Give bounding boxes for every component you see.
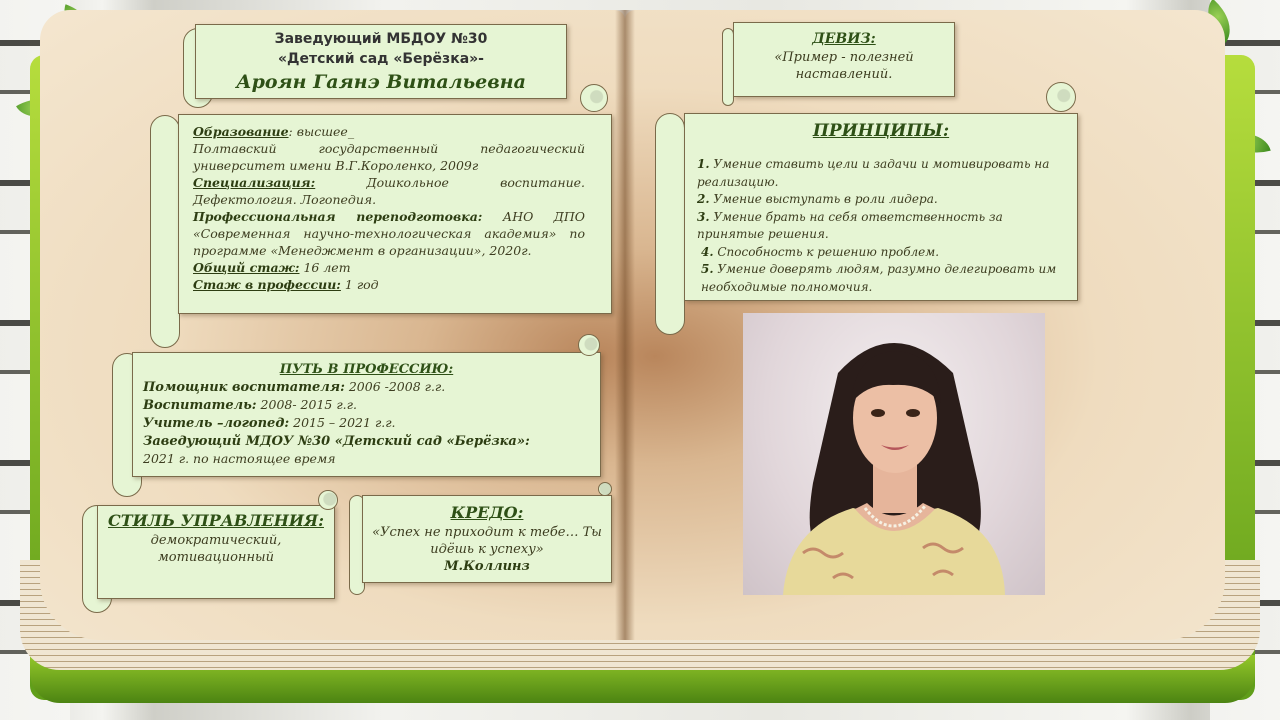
- principles-title: ПРИНЦИПЫ:: [812, 121, 950, 141]
- portrait-illustration: [743, 313, 1045, 595]
- principle-number: 5.: [701, 262, 714, 276]
- principle-item: [697, 209, 1065, 244]
- total-experience-value: 16 лет: [299, 260, 351, 275]
- career-role: Заведующий МДОУ №30 «Детский сад «Берёзка»:: [143, 434, 530, 449]
- principles-card: [684, 113, 1078, 301]
- career-years: 2015 – 2021 г.г.: [289, 415, 396, 430]
- credo-title: КРЕДО:: [450, 503, 524, 522]
- retraining-label: Профессиональная переподготовка:: [193, 209, 483, 224]
- principle-item: [697, 191, 1065, 209]
- motto-card: [733, 22, 955, 97]
- career-row: [143, 432, 590, 450]
- scroll-roll: [655, 113, 685, 335]
- scroll-curl: [580, 84, 608, 112]
- kindergarten-name: «Детский сад «Берёзка»-: [277, 51, 484, 67]
- career-path-title: ПУТЬ В ПРОФЕССИЮ:: [279, 362, 454, 377]
- scroll-curl: [1046, 82, 1076, 112]
- education-card: [178, 114, 612, 314]
- total-experience-label: Общий стаж:: [193, 260, 300, 275]
- principle-number: 2.: [697, 192, 710, 206]
- position-title: Заведующий МБДОУ №30: [274, 31, 488, 47]
- management-style-card: [97, 505, 335, 599]
- principle-item: [697, 244, 1065, 262]
- principle-text: Умение выступать в роли лидера.: [709, 192, 938, 206]
- principle-number: 3.: [697, 209, 710, 224]
- specialization-label: Специализация:: [193, 175, 316, 190]
- career-row: [143, 378, 590, 396]
- principle-item: [697, 261, 1065, 296]
- professional-experience-label: Стаж в профессии:: [193, 277, 341, 292]
- principle-number: 1.: [697, 157, 710, 171]
- career-years: 2008- 2015 г.г.: [256, 397, 357, 412]
- motto-title: ДЕВИЗ:: [812, 31, 876, 47]
- principle-number: 4.: [701, 244, 714, 259]
- credo-author: М.Коллинз: [444, 559, 530, 574]
- principle-text: Умение брать на себя ответственность за принятые решения.: [697, 209, 1003, 241]
- career-years: 2006 -2008 г.г.: [344, 379, 446, 394]
- management-style-title: СТИЛЬ УПРАВЛЕНИЯ:: [108, 511, 324, 530]
- specialization-value: Дошкольное воспитание. Дефектология. Логопедия.: [193, 175, 585, 207]
- career-row: [143, 414, 590, 432]
- principle-item: [697, 156, 1065, 191]
- career-row: [143, 396, 590, 414]
- portrait-photo: [743, 313, 1045, 595]
- credo-quote: «Успех не приходит к тебе… Ты идёшь к успеху»: [372, 525, 602, 557]
- header-card: [195, 24, 567, 99]
- motto-value: «Пример - полезней наставлений.: [774, 50, 914, 82]
- scroll-curl: [318, 490, 338, 510]
- scroll-curl: [598, 482, 612, 496]
- retraining-value: АНО ДПО «Современная научно-технологическая академия» по программе «Менеджмент в организации», 2020г.: [193, 209, 585, 258]
- book-spine: [615, 10, 635, 640]
- career-path-card: [132, 352, 601, 477]
- career-years: 2021 г. по настоящее время: [143, 451, 336, 466]
- scroll-curl: [578, 334, 600, 356]
- career-role: Помощник воспитателя:: [143, 380, 345, 395]
- credo-card: [362, 495, 612, 583]
- principle-text: Умение доверять людям, разумно делегировать им необходимые полномочия.: [701, 262, 1057, 294]
- career-role: Учитель –логопед:: [143, 416, 290, 431]
- university: Полтавский государственный педагогический университет имени В.Г.Короленко, 2009г: [193, 141, 585, 173]
- career-role: Воспитатель:: [143, 398, 257, 413]
- professional-experience-value: 1 год: [340, 277, 379, 292]
- person-name: Ароян Гаянэ Витальевна: [236, 71, 526, 93]
- education-text: [193, 123, 585, 293]
- scroll-roll: [150, 115, 180, 348]
- education-value: : высшее_: [288, 124, 355, 139]
- principle-text: Способность к решению проблем.: [713, 244, 940, 259]
- management-style-value: демократический, мотивационный: [150, 533, 282, 565]
- principle-text: Умение ставить цели и задачи и мотивировать на реализацию.: [697, 157, 1050, 189]
- education-label: Образование: [193, 124, 289, 139]
